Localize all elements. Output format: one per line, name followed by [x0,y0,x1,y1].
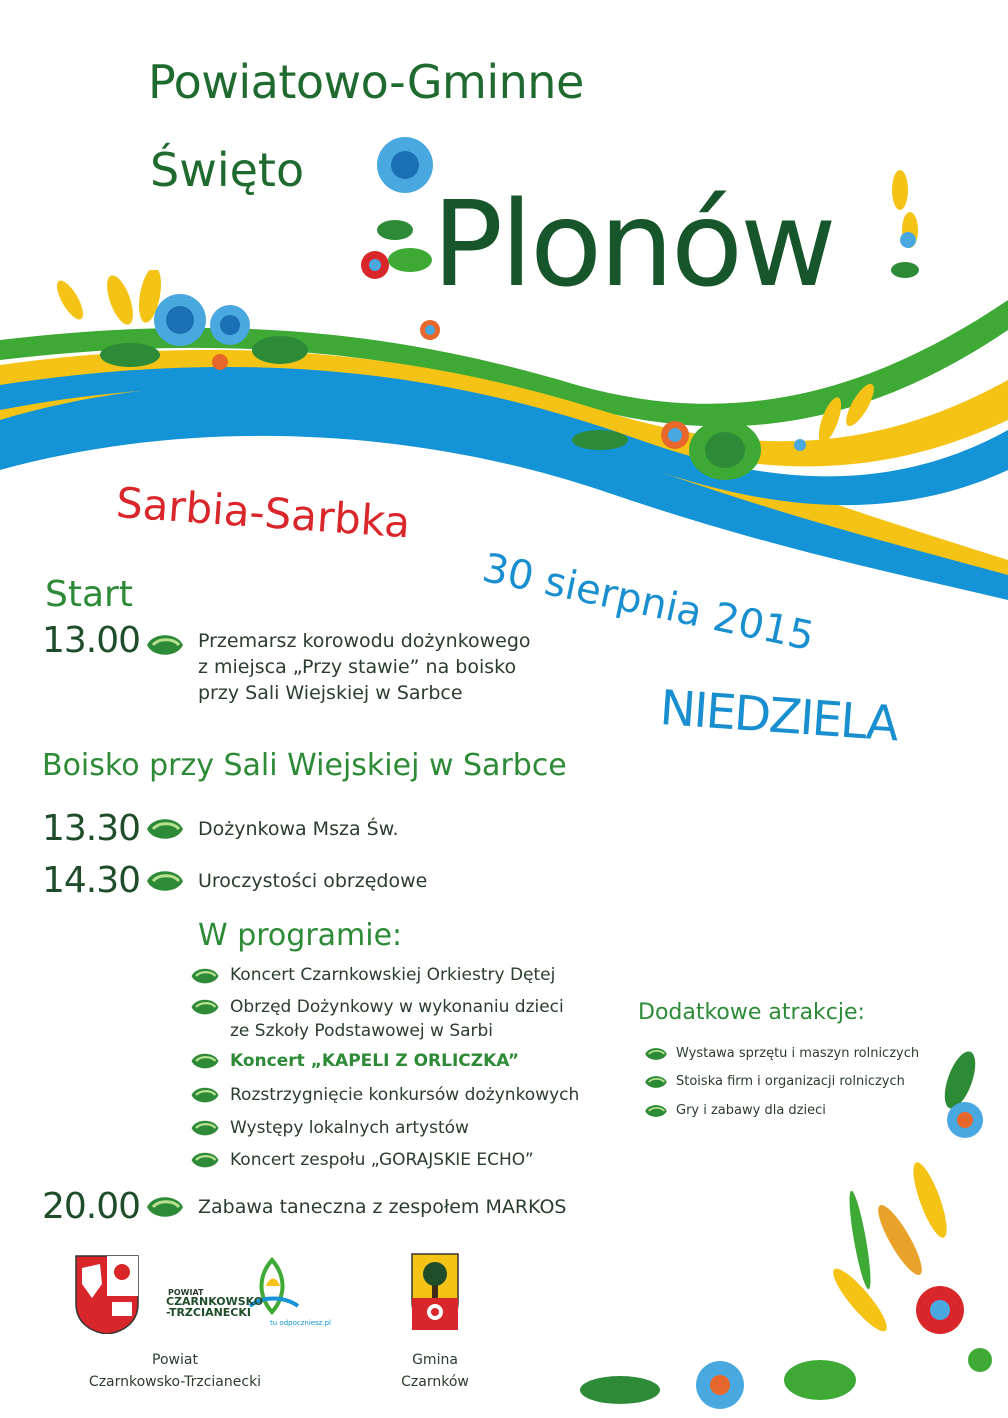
leaf-bullet-icon [190,997,220,1017]
floral-ornament-title-right [860,150,940,370]
floral-ornament-corner [560,1040,1008,1418]
gmina-caption-line: Czarnków [401,1374,469,1390]
powiat-brand-line: -TRZCIANECKI [166,1306,251,1319]
extras-item: Wystawa sprzętu i maszyn rolniczych [676,1046,920,1061]
event-date: 30 sierpnia 2015 [478,545,819,661]
start-desc-line: z miejsca „Przy stawie” na boisko [198,656,517,678]
leaf-bullet-icon [145,1194,185,1220]
powiat-caption [80,1352,270,1390]
powiat-brand-small: POWIAT [168,1288,204,1297]
leaf-bullet-icon [190,1051,220,1071]
evening-description: Zabawa taneczna z zespołem MARKOS [198,1196,567,1218]
title-line-3: Plonów [432,175,834,313]
event-place: Sarbia-Sarbka [114,478,412,548]
program-item-line: Obrzęd Dożynkowy w wykonaniu dzieci [230,997,564,1017]
floral-ornament-left [50,270,350,380]
title-line-2: Święto [150,143,305,197]
leaf-bullet-icon [644,1103,668,1119]
program-heading: W programie: [198,918,403,953]
program-item: Koncert Czarnkowskiej Orkiestry Dętej [230,965,556,985]
program-item: Koncert „KAPELI Z ORLICZKA” [230,1051,520,1071]
schedule-time: 14.30 [42,860,141,901]
powiat-caption-line: Powiat [152,1352,198,1368]
powiat-caption-line: Czarnkowsko-Trzcianecki [88,1374,262,1390]
program-item: Występy lokalnych artystów [230,1118,469,1138]
venue-heading: Boisko przy Sali Wiejskiej w Sarbce [42,748,567,783]
start-desc-line: Przemarsz korowodu dożynkowego [198,630,531,652]
gmina-caption-line: Gmina [412,1352,458,1368]
leaf-bullet-icon [190,1085,220,1105]
leaf-bullet-icon [145,632,185,658]
powiat-tagline: tu odpoczniesz.pl [270,1319,332,1327]
start-desc-line: przy Sali Wiejskiej w Sarbce [198,682,463,704]
schedule-description: Dożynkowa Msza Św. [198,818,399,840]
program-item: Koncert zespołu „GORAJSKIE ECHO” [230,1150,534,1170]
leaf-bullet-icon [190,1150,220,1170]
floral-ornament-right [560,370,890,490]
extras-item: Stoiska firm i organizacji rolniczych [676,1074,905,1089]
leaf-bullet-icon [644,1074,668,1090]
leaf-bullet-icon [190,1118,220,1138]
gmina-coat-of-arms-icon [410,1252,460,1330]
start-description [198,628,531,706]
powiat-brand-line: CZARNKOWSKO [166,1295,264,1308]
extras-heading: Dodatkowe atrakcje: [638,1000,865,1025]
extras-item: Gry i zabawy dla dzieci [676,1103,826,1118]
leaf-bullet-icon [145,816,185,842]
leaf-bullet-icon [644,1046,668,1062]
start-heading: Start [45,574,133,615]
evening-time: 20.00 [42,1186,141,1227]
powiat-brand-name [166,1296,263,1318]
start-time: 13.00 [42,620,141,661]
program-item-line: ze Szkoły Podstawowej w Sarbi [230,1021,494,1041]
schedule-description: Uroczystości obrzędowe [198,870,428,892]
program-item: Rozstrzygnięcie konkursów dożynkowych [230,1085,580,1105]
title-line-1: Powiatowo-Gminne [148,55,584,109]
program-item [230,995,564,1043]
event-day: NIEDZIELA [658,680,899,753]
powiat-coat-of-arms-icon [74,1254,140,1334]
leaf-bullet-icon [190,966,220,986]
gmina-caption [390,1352,480,1390]
schedule-time: 13.30 [42,808,141,849]
leaf-bullet-icon [145,868,185,894]
